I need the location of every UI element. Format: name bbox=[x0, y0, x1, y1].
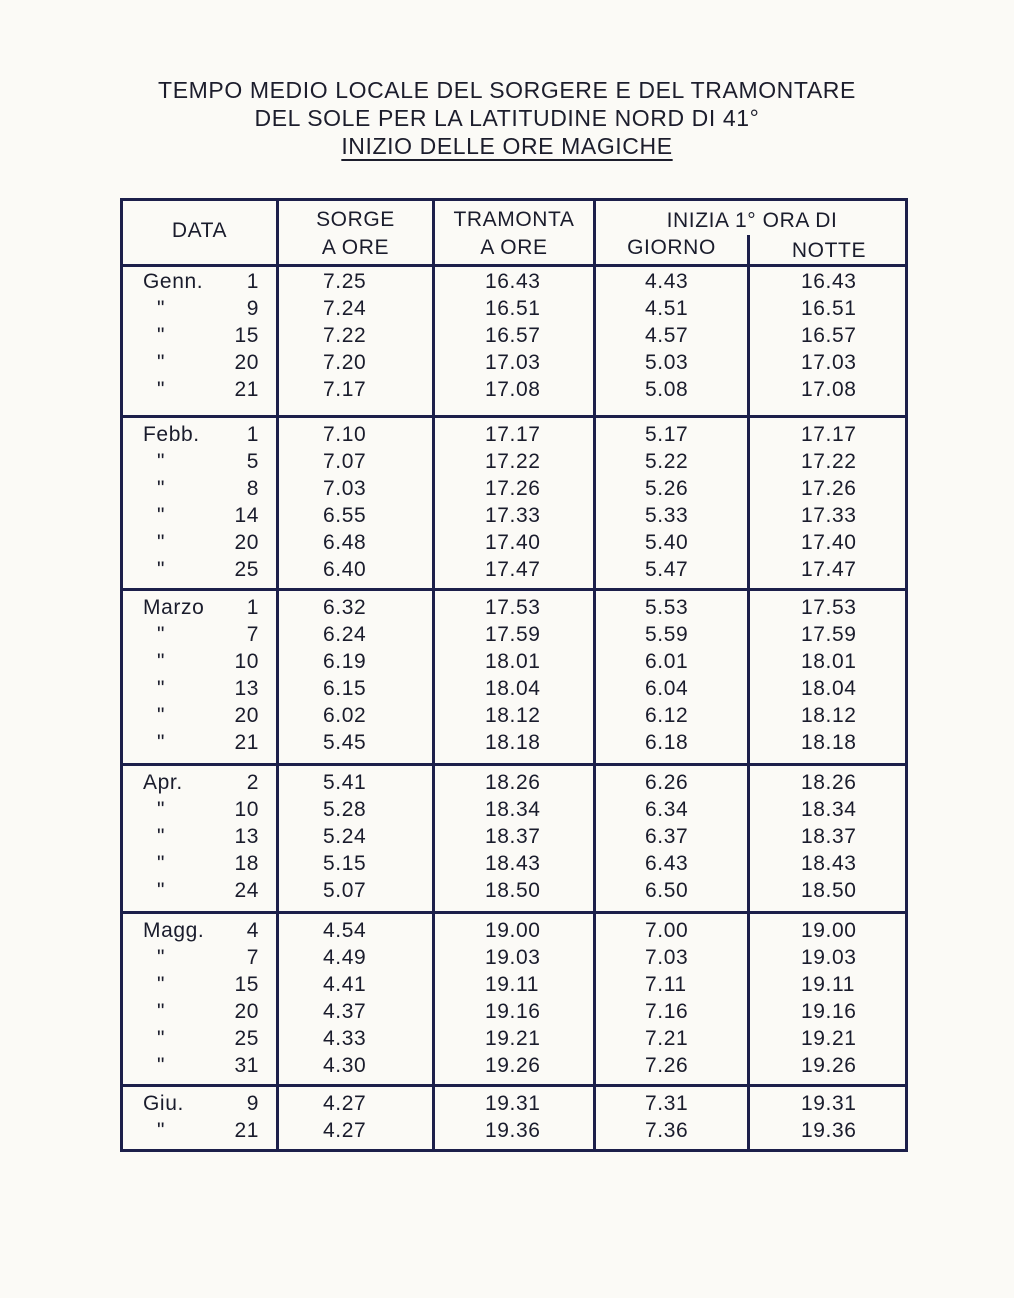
night-hour-cell: 16.57 bbox=[801, 324, 857, 347]
day-hour-cell: 7.26 bbox=[645, 1054, 689, 1077]
day-label: 20 bbox=[234, 1000, 259, 1023]
header-inizia: INIZIA 1° ORA DI bbox=[666, 209, 838, 232]
day-label: 15 bbox=[234, 324, 259, 347]
date-cell bbox=[143, 850, 271, 877]
month-label: " bbox=[157, 297, 166, 320]
night-hour-cell: 17.26 bbox=[801, 477, 857, 500]
day-label: 7 bbox=[246, 623, 259, 646]
night-hour-cell: 18.50 bbox=[801, 879, 857, 902]
date-cell bbox=[143, 675, 271, 702]
date-cell bbox=[143, 475, 271, 502]
page-title bbox=[0, 76, 1014, 160]
night-hour-cell: 17.33 bbox=[801, 504, 857, 527]
sunrise-cell: 6.19 bbox=[323, 650, 367, 673]
day-hour-cell: 7.31 bbox=[645, 1092, 689, 1115]
month-label: " bbox=[157, 677, 166, 700]
day-label: 9 bbox=[246, 297, 259, 320]
date-cell bbox=[143, 376, 271, 403]
month-label: " bbox=[157, 1054, 166, 1077]
sunset-cell: 18.01 bbox=[485, 650, 541, 673]
night-hour-cell: 18.01 bbox=[801, 650, 857, 673]
date-cell bbox=[143, 702, 271, 729]
night-hour-cell: 18.12 bbox=[801, 704, 857, 727]
day-label: 10 bbox=[234, 798, 259, 821]
day-hour-cell: 4.43 bbox=[645, 270, 689, 293]
sunset-cell: 17.53 bbox=[485, 596, 541, 619]
date-cell bbox=[143, 1117, 271, 1144]
date-cell bbox=[143, 648, 271, 675]
day-hour-cell: 5.40 bbox=[645, 531, 689, 554]
date-cell bbox=[143, 529, 271, 556]
night-hour-cell: 19.03 bbox=[801, 946, 857, 969]
group-divider bbox=[123, 415, 905, 418]
night-hour-cell: 18.18 bbox=[801, 731, 857, 754]
header-data: DATA bbox=[171, 219, 228, 242]
sunset-cell: 19.26 bbox=[485, 1054, 541, 1077]
day-hour-cell: 7.00 bbox=[645, 919, 689, 942]
day-hour-cell: 5.59 bbox=[645, 623, 689, 646]
month-label: " bbox=[157, 704, 166, 727]
sunrise-cell: 4.54 bbox=[323, 919, 367, 942]
date-cell bbox=[143, 322, 271, 349]
date-cell bbox=[143, 769, 271, 796]
day-hour-cell: 5.26 bbox=[645, 477, 689, 500]
month-label: " bbox=[157, 558, 166, 581]
month-label: " bbox=[157, 504, 166, 527]
sunrise-cell: 4.37 bbox=[323, 1000, 367, 1023]
day-label: 10 bbox=[234, 650, 259, 673]
date-cell bbox=[143, 1090, 271, 1117]
month-label: " bbox=[157, 623, 166, 646]
day-label: 7 bbox=[246, 946, 259, 969]
sunset-cell: 19.31 bbox=[485, 1092, 541, 1115]
sunset-cell: 17.47 bbox=[485, 558, 541, 581]
date-cell bbox=[143, 877, 271, 904]
day-hour-cell: 7.11 bbox=[645, 973, 687, 996]
date-cell bbox=[143, 268, 271, 295]
sunset-cell: 16.43 bbox=[485, 270, 541, 293]
sunrise-cell: 7.25 bbox=[323, 270, 367, 293]
group-divider bbox=[123, 763, 905, 766]
month-label: Genn. bbox=[143, 270, 204, 293]
day-hour-cell: 6.04 bbox=[645, 677, 689, 700]
sunrise-cell: 5.24 bbox=[323, 825, 367, 848]
day-hour-cell: 7.36 bbox=[645, 1119, 689, 1142]
sunset-cell: 16.51 bbox=[485, 297, 541, 320]
date-cell bbox=[143, 421, 271, 448]
night-hour-cell: 16.51 bbox=[801, 297, 857, 320]
day-label: 4 bbox=[246, 919, 259, 942]
group-divider bbox=[123, 1084, 905, 1087]
day-label: 21 bbox=[234, 731, 259, 754]
date-cell bbox=[143, 448, 271, 475]
sunset-cell: 17.22 bbox=[485, 450, 541, 473]
night-hour-cell: 18.26 bbox=[801, 771, 857, 794]
sunrise-cell: 5.45 bbox=[323, 731, 367, 754]
sunrise-cell: 7.22 bbox=[323, 324, 367, 347]
sunrise-cell: 6.40 bbox=[323, 558, 367, 581]
sunrise-cell: 7.10 bbox=[323, 423, 367, 446]
night-hour-cell: 19.36 bbox=[801, 1119, 857, 1142]
month-label: Giu. bbox=[143, 1092, 184, 1115]
month-label: " bbox=[157, 879, 166, 902]
sunrise-cell: 6.24 bbox=[323, 623, 367, 646]
day-label: 8 bbox=[246, 477, 259, 500]
night-hour-cell: 19.21 bbox=[801, 1027, 857, 1050]
header-tramonta-line1: TRAMONTA bbox=[453, 208, 575, 231]
title-line-2: DEL SOLE PER LA LATITUDINE NORD DI 41° bbox=[254, 105, 760, 131]
night-hour-cell: 17.53 bbox=[801, 596, 857, 619]
day-label: 18 bbox=[234, 852, 259, 875]
day-label: 14 bbox=[234, 504, 259, 527]
night-hour-cell: 18.37 bbox=[801, 825, 857, 848]
day-hour-cell: 6.34 bbox=[645, 798, 689, 821]
date-cell bbox=[143, 971, 271, 998]
sunset-cell: 19.11 bbox=[485, 973, 539, 996]
title-line-3-text: INIZIO DELLE ORE MAGICHE bbox=[341, 133, 673, 159]
sunrise-cell: 4.41 bbox=[323, 973, 367, 996]
group-divider bbox=[123, 588, 905, 591]
day-label: 9 bbox=[246, 1092, 259, 1115]
night-hour-cell: 17.03 bbox=[801, 351, 857, 374]
day-label: 15 bbox=[234, 973, 259, 996]
day-hour-cell: 7.16 bbox=[645, 1000, 689, 1023]
day-label: 1 bbox=[246, 423, 259, 446]
day-label: 13 bbox=[234, 825, 259, 848]
day-hour-cell: 6.37 bbox=[645, 825, 689, 848]
night-hour-cell: 18.43 bbox=[801, 852, 857, 875]
sunrise-cell: 6.32 bbox=[323, 596, 367, 619]
date-cell bbox=[143, 944, 271, 971]
header-sorge-line2: A ORE bbox=[321, 236, 390, 259]
night-hour-cell: 17.40 bbox=[801, 531, 857, 554]
sunrise-cell: 4.27 bbox=[323, 1092, 367, 1115]
day-hour-cell: 7.21 bbox=[645, 1027, 689, 1050]
sunset-cell: 18.26 bbox=[485, 771, 541, 794]
month-label: " bbox=[157, 351, 166, 374]
sunset-cell: 18.18 bbox=[485, 731, 541, 754]
day-hour-cell: 7.03 bbox=[645, 946, 689, 969]
day-label: 5 bbox=[246, 450, 259, 473]
day-hour-cell: 5.47 bbox=[645, 558, 689, 581]
divider-date bbox=[276, 201, 279, 1149]
title-line-3 bbox=[0, 132, 1014, 160]
month-label: " bbox=[157, 1027, 166, 1050]
date-cell bbox=[143, 1052, 271, 1079]
night-hour-cell: 19.11 bbox=[801, 973, 855, 996]
day-hour-cell: 6.12 bbox=[645, 704, 689, 727]
month-label: " bbox=[157, 852, 166, 875]
sunrise-cell: 6.48 bbox=[323, 531, 367, 554]
sunset-cell: 17.33 bbox=[485, 504, 541, 527]
night-hour-cell: 17.08 bbox=[801, 378, 857, 401]
day-label: 24 bbox=[234, 879, 259, 902]
sunrise-cell: 4.30 bbox=[323, 1054, 367, 1077]
divider-giorno-notte bbox=[747, 235, 750, 1149]
month-label: " bbox=[157, 650, 166, 673]
day-label: 21 bbox=[234, 1119, 259, 1142]
date-cell bbox=[143, 729, 271, 756]
sunset-cell: 17.08 bbox=[485, 378, 541, 401]
day-label: 1 bbox=[246, 270, 259, 293]
month-label: " bbox=[157, 973, 166, 996]
day-label: 13 bbox=[234, 677, 259, 700]
night-hour-cell: 17.22 bbox=[801, 450, 857, 473]
sunset-cell: 19.36 bbox=[485, 1119, 541, 1142]
day-label: 21 bbox=[234, 378, 259, 401]
day-hour-cell: 4.51 bbox=[645, 297, 689, 320]
sunrise-cell: 7.03 bbox=[323, 477, 367, 500]
sunset-cell: 18.43 bbox=[485, 852, 541, 875]
title-line-1: TEMPO MEDIO LOCALE DEL SORGERE E DEL TRAMONTARE bbox=[158, 77, 856, 103]
date-cell bbox=[143, 295, 271, 322]
sunrise-cell: 5.28 bbox=[323, 798, 367, 821]
month-label: " bbox=[157, 825, 166, 848]
header-notte: NOTTE bbox=[791, 239, 867, 262]
header-sorge-line1: SORGE bbox=[316, 208, 395, 231]
sunset-cell: 19.16 bbox=[485, 1000, 541, 1023]
day-label: 1 bbox=[246, 596, 259, 619]
divider-tramonta bbox=[593, 201, 596, 1149]
day-hour-cell: 6.18 bbox=[645, 731, 689, 754]
sunrise-cell: 4.49 bbox=[323, 946, 367, 969]
date-cell bbox=[143, 917, 271, 944]
sunset-cell: 17.59 bbox=[485, 623, 541, 646]
day-hour-cell: 5.03 bbox=[645, 351, 689, 374]
day-hour-cell: 5.17 bbox=[645, 423, 689, 446]
sunrise-cell: 7.17 bbox=[323, 378, 367, 401]
sunrise-cell: 4.27 bbox=[323, 1119, 367, 1142]
month-label: " bbox=[157, 798, 166, 821]
sunset-cell: 18.04 bbox=[485, 677, 541, 700]
sunset-cell: 18.37 bbox=[485, 825, 541, 848]
month-label: " bbox=[157, 946, 166, 969]
day-hour-cell: 4.57 bbox=[645, 324, 689, 347]
day-hour-cell: 5.22 bbox=[645, 450, 689, 473]
night-hour-cell: 17.59 bbox=[801, 623, 857, 646]
month-label: " bbox=[157, 1119, 166, 1142]
sunrise-cell: 7.24 bbox=[323, 297, 367, 320]
day-label: 25 bbox=[234, 1027, 259, 1050]
night-hour-cell: 19.26 bbox=[801, 1054, 857, 1077]
night-hour-cell: 19.16 bbox=[801, 1000, 857, 1023]
sunrise-cell: 6.02 bbox=[323, 704, 367, 727]
day-hour-cell: 5.33 bbox=[645, 504, 689, 527]
month-label: " bbox=[157, 477, 166, 500]
day-label: 25 bbox=[234, 558, 259, 581]
month-label: Marzo bbox=[143, 596, 205, 619]
day-label: 20 bbox=[234, 704, 259, 727]
date-cell bbox=[143, 796, 271, 823]
night-hour-cell: 17.47 bbox=[801, 558, 857, 581]
sunset-cell: 17.03 bbox=[485, 351, 541, 374]
night-hour-cell: 18.34 bbox=[801, 798, 857, 821]
sunset-cell: 16.57 bbox=[485, 324, 541, 347]
day-label: 20 bbox=[234, 531, 259, 554]
night-hour-cell: 19.00 bbox=[801, 919, 857, 942]
sunset-cell: 18.50 bbox=[485, 879, 541, 902]
day-label: 2 bbox=[246, 771, 259, 794]
date-cell bbox=[143, 349, 271, 376]
day-hour-cell: 6.26 bbox=[645, 771, 689, 794]
month-label: " bbox=[157, 378, 166, 401]
sunrise-cell: 4.33 bbox=[323, 1027, 367, 1050]
group-divider bbox=[123, 911, 905, 914]
date-cell bbox=[143, 998, 271, 1025]
date-cell bbox=[143, 594, 271, 621]
date-cell bbox=[143, 621, 271, 648]
sunset-cell: 18.12 bbox=[485, 704, 541, 727]
month-label: " bbox=[157, 450, 166, 473]
sunset-cell: 19.00 bbox=[485, 919, 541, 942]
date-cell bbox=[143, 502, 271, 529]
month-label: " bbox=[157, 324, 166, 347]
sunrise-cell: 6.15 bbox=[323, 677, 367, 700]
sunrise-cell: 5.41 bbox=[323, 771, 367, 794]
month-label: " bbox=[157, 531, 166, 554]
day-hour-cell: 6.43 bbox=[645, 852, 689, 875]
month-label: Apr. bbox=[143, 771, 183, 794]
sunset-cell: 18.34 bbox=[485, 798, 541, 821]
night-hour-cell: 19.31 bbox=[801, 1092, 857, 1115]
day-hour-cell: 6.01 bbox=[645, 650, 689, 673]
sunrise-cell: 7.20 bbox=[323, 351, 367, 374]
sunset-cell: 17.26 bbox=[485, 477, 541, 500]
month-label: " bbox=[157, 1000, 166, 1023]
date-cell bbox=[143, 823, 271, 850]
day-label: 20 bbox=[234, 351, 259, 374]
divider-sorge bbox=[432, 201, 435, 1149]
night-hour-cell: 18.04 bbox=[801, 677, 857, 700]
date-cell bbox=[143, 556, 271, 583]
day-label: 31 bbox=[234, 1054, 259, 1077]
sunset-cell: 19.21 bbox=[485, 1027, 541, 1050]
month-label: " bbox=[157, 731, 166, 754]
month-label: Febb. bbox=[143, 423, 200, 446]
day-hour-cell: 5.08 bbox=[645, 378, 689, 401]
sunrise-cell: 5.07 bbox=[323, 879, 367, 902]
month-label: Magg. bbox=[143, 919, 205, 942]
sunset-cell: 17.17 bbox=[485, 423, 541, 446]
header-tramonta-line2: A ORE bbox=[480, 236, 548, 259]
sunrise-cell: 6.55 bbox=[323, 504, 367, 527]
header-giorno: GIORNO bbox=[627, 236, 716, 259]
sun-times-table bbox=[120, 198, 908, 1152]
sunset-cell: 19.03 bbox=[485, 946, 541, 969]
sunrise-cell: 7.07 bbox=[323, 450, 367, 473]
night-hour-cell: 17.17 bbox=[801, 423, 857, 446]
night-hour-cell: 16.43 bbox=[801, 270, 857, 293]
sunset-cell: 17.40 bbox=[485, 531, 541, 554]
date-cell bbox=[143, 1025, 271, 1052]
sunrise-cell: 5.15 bbox=[323, 852, 367, 875]
day-hour-cell: 6.50 bbox=[645, 879, 689, 902]
day-hour-cell: 5.53 bbox=[645, 596, 689, 619]
